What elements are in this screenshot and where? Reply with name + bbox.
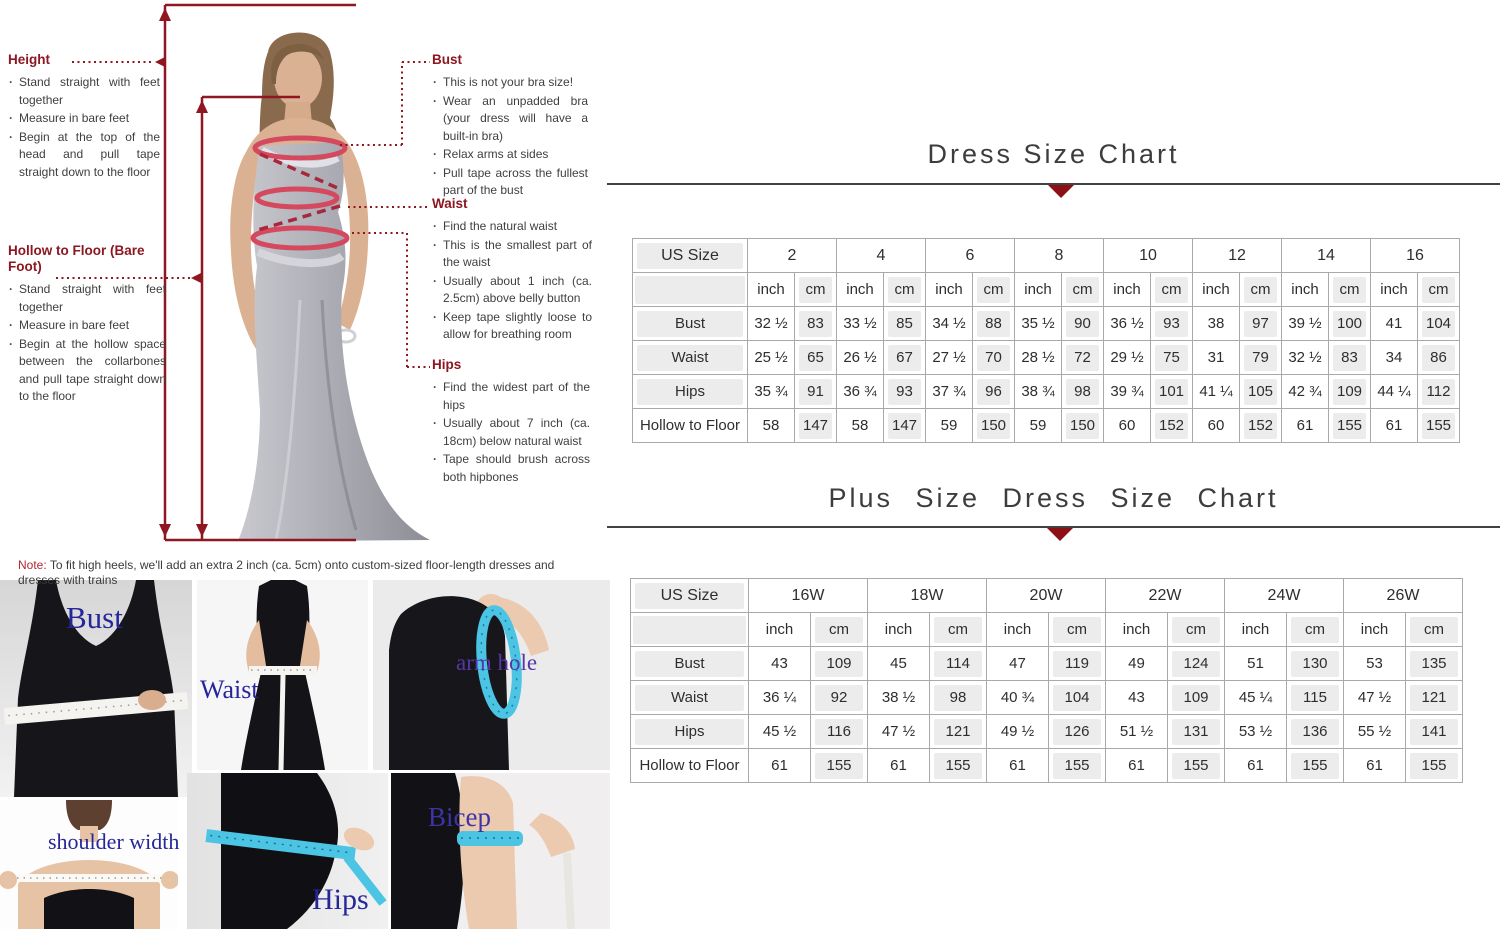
model-figure	[230, 32, 430, 541]
value-cm-cell: 85	[884, 307, 926, 341]
value-cm-cell: 109	[1168, 681, 1225, 715]
unit-inch-cell: inch	[1193, 273, 1240, 307]
instruction-item: · Measure in bare feet	[8, 110, 160, 128]
value-inch-cell: 60	[1193, 409, 1240, 443]
unit-cm-cell: cm	[973, 273, 1015, 307]
size-header-cell: 16W	[749, 579, 868, 613]
unit-cm-cell: cm	[1168, 613, 1225, 647]
value-cm-cell: 91	[795, 375, 837, 409]
value-inch-cell: 51 ½	[1106, 715, 1168, 749]
value-inch-cell: 26 ½	[837, 341, 884, 375]
height-instructions	[8, 52, 160, 182]
value-cm-cell: 97	[1240, 307, 1282, 341]
size-header-cell: 10	[1104, 239, 1193, 273]
value-inch-cell: 41	[1371, 307, 1418, 341]
value-cm-cell: 152	[1151, 409, 1193, 443]
value-inch-cell: 38 ¾	[1015, 375, 1062, 409]
value-inch-cell: 61	[1344, 749, 1406, 783]
value-cm-cell: 121	[1406, 681, 1463, 715]
value-inch-cell: 25 ½	[748, 341, 795, 375]
instruction-item: · Stand straight with feet together	[8, 281, 166, 316]
value-inch-cell: 29 ½	[1104, 341, 1151, 375]
value-cm-cell: 126	[1049, 715, 1106, 749]
hips-bullet-list	[432, 379, 590, 486]
bust-photo-label: Bust	[66, 600, 123, 635]
title-divider	[607, 183, 1500, 185]
size-header-cell: 8	[1015, 239, 1104, 273]
corner-cell: US Size	[631, 579, 749, 613]
value-inch-cell: 47	[987, 647, 1049, 681]
value-cm-cell: 112	[1418, 375, 1460, 409]
value-cm-cell: 98	[930, 681, 987, 715]
value-cm-cell: 152	[1240, 409, 1282, 443]
value-inch-cell: 34	[1371, 341, 1418, 375]
value-cm-cell: 147	[795, 409, 837, 443]
bust-leader	[340, 62, 430, 145]
section-title-hollow: Hollow to Floor (Bare Foot)	[8, 243, 145, 274]
instruction-item: · Begin at the top of the head and pull tape straight down to the floor	[8, 129, 160, 182]
bust-instructions	[432, 52, 588, 201]
plus-size-table	[630, 578, 1463, 783]
value-inch-cell: 58	[748, 409, 795, 443]
value-inch-cell: 55 ½	[1344, 715, 1406, 749]
value-inch-cell: 49	[1106, 647, 1168, 681]
value-inch-cell: 41 ¼	[1193, 375, 1240, 409]
unit-cm-cell: cm	[1287, 613, 1344, 647]
title-divider-plus	[607, 526, 1500, 528]
unit-header-row	[633, 273, 1460, 307]
unit-inch-cell: inch	[1344, 613, 1406, 647]
plus-size-chart-title: Plus Size Dress Size Chart	[828, 483, 1279, 513]
size-chart-title: Dress Size Chart	[927, 139, 1180, 169]
photo-shoulder-width-measure	[0, 800, 178, 929]
value-cm-cell: 104	[1049, 681, 1106, 715]
value-inch-cell: 32 ½	[748, 307, 795, 341]
instruction-item: · Find the widest part of the hips	[432, 379, 590, 414]
value-cm-cell: 155	[1049, 749, 1106, 783]
bust-bullet-list	[432, 74, 588, 200]
unit-cm-cell: cm	[930, 613, 987, 647]
value-inch-cell: 43	[749, 647, 811, 681]
value-cm-cell: 147	[884, 409, 926, 443]
value-inch-cell: 39 ¾	[1104, 375, 1151, 409]
unit-inch-cell: inch	[1104, 273, 1151, 307]
value-inch-cell: 28 ½	[1015, 341, 1062, 375]
triangle-pointer-icon	[1048, 185, 1074, 198]
value-inch-cell: 60	[1104, 409, 1151, 443]
value-cm-cell: 155	[1418, 409, 1460, 443]
unit-inch-cell: inch	[837, 273, 884, 307]
value-inch-cell: 53	[1344, 647, 1406, 681]
value-cm-cell: 124	[1168, 647, 1225, 681]
value-inch-cell: 32 ½	[1282, 341, 1329, 375]
value-cm-cell: 155	[1287, 749, 1344, 783]
value-cm-cell: 86	[1418, 341, 1460, 375]
value-cm-cell: 155	[1168, 749, 1225, 783]
unit-inch-cell: inch	[1282, 273, 1329, 307]
unit-inch-cell: inch	[1015, 273, 1062, 307]
unit-inch-cell: inch	[926, 273, 973, 307]
measurement-row	[631, 647, 1463, 681]
high-heels-note	[18, 558, 590, 588]
value-cm-cell: 131	[1168, 715, 1225, 749]
unit-cm-cell: cm	[1049, 613, 1106, 647]
measurement-row	[631, 715, 1463, 749]
bicep-photo-illustration	[391, 773, 610, 929]
size-table-grid	[630, 578, 1463, 783]
instruction-item: · Pull tape across the fullest part of the bust	[432, 165, 588, 200]
value-inch-cell: 44 ¼	[1371, 375, 1418, 409]
hips-photo-label: Hips	[312, 883, 369, 916]
measurement-row	[631, 681, 1463, 715]
value-cm-cell: 119	[1049, 647, 1106, 681]
unit-inch-cell: inch	[1371, 273, 1418, 307]
size-header-cell: 16	[1371, 239, 1460, 273]
measurement-row	[631, 749, 1463, 783]
corner-cell: US Size	[633, 239, 748, 273]
size-table-grid	[632, 238, 1460, 443]
size-header-cell: 22W	[1106, 579, 1225, 613]
size-header-cell: 24W	[1225, 579, 1344, 613]
size-header-cell: 2	[748, 239, 837, 273]
value-cm-cell: 141	[1406, 715, 1463, 749]
measurement-row	[633, 341, 1460, 375]
value-inch-cell: 42 ¾	[1282, 375, 1329, 409]
dress-size-table	[632, 238, 1460, 443]
shoulder-photo-illustration	[0, 800, 178, 929]
size-header-row	[631, 579, 1463, 613]
instruction-item: · Usually about 1 inch (ca. 2.5cm) above belly button	[432, 273, 592, 308]
value-inch-cell: 49 ½	[987, 715, 1049, 749]
size-header-cell: 12	[1193, 239, 1282, 273]
value-cm-cell: 67	[884, 341, 926, 375]
value-cm-cell: 88	[973, 307, 1015, 341]
instruction-item: · Relax arms at sides	[432, 146, 588, 164]
row-label-cell: Hips	[631, 715, 749, 749]
value-inch-cell: 61	[1282, 409, 1329, 443]
value-inch-cell: 37 ¾	[926, 375, 973, 409]
unit-inch-cell: inch	[987, 613, 1049, 647]
instruction-item: · This is the smallest part of the waist	[432, 237, 592, 272]
value-cm-cell: 155	[1406, 749, 1463, 783]
value-cm-cell: 75	[1151, 341, 1193, 375]
value-cm-cell: 136	[1287, 715, 1344, 749]
value-inch-cell: 51	[1225, 647, 1287, 681]
value-inch-cell: 45 ½	[749, 715, 811, 749]
hips-instructions	[432, 357, 590, 487]
value-cm-cell: 109	[811, 647, 868, 681]
value-cm-cell: 114	[930, 647, 987, 681]
value-inch-cell: 33 ½	[837, 307, 884, 341]
row-label-cell: Hollow to Floor	[631, 749, 749, 783]
measurement-row	[633, 409, 1460, 443]
row-label-cell: Hollow to Floor	[633, 409, 748, 443]
instruction-item: · Keep tape slightly loose to allow for breathing room	[432, 309, 592, 344]
row-label-cell: Waist	[631, 681, 749, 715]
value-cm-cell: 79	[1240, 341, 1282, 375]
unit-header-row	[631, 613, 1463, 647]
value-cm-cell: 121	[930, 715, 987, 749]
value-cm-cell: 105	[1240, 375, 1282, 409]
shoulder-width-photo-label: shoulder width	[48, 829, 180, 854]
row-label-cell: Hips	[633, 375, 748, 409]
value-cm-cell: 93	[1151, 307, 1193, 341]
value-inch-cell: 45	[868, 647, 930, 681]
value-inch-cell: 39 ½	[1282, 307, 1329, 341]
hollow-bullet-list	[8, 281, 166, 406]
size-header-row	[633, 239, 1460, 273]
value-inch-cell: 38 ½	[868, 681, 930, 715]
waist-instructions	[432, 196, 592, 345]
value-cm-cell: 101	[1151, 375, 1193, 409]
value-cm-cell: 155	[930, 749, 987, 783]
value-cm-cell: 72	[1062, 341, 1104, 375]
unit-cm-cell: cm	[1062, 273, 1104, 307]
row-label-cell: Bust	[631, 647, 749, 681]
instruction-item: · Find the natural waist	[432, 218, 592, 236]
value-inch-cell: 38	[1193, 307, 1240, 341]
unit-inch-cell: inch	[868, 613, 930, 647]
value-cm-cell: 90	[1062, 307, 1104, 341]
bicep-photo-label: Bicep	[428, 802, 491, 832]
value-cm-cell: 150	[1062, 409, 1104, 443]
value-cm-cell: 115	[1287, 681, 1344, 715]
value-cm-cell: 70	[973, 341, 1015, 375]
note-label: Note:	[18, 558, 47, 572]
size-header-cell: 14	[1282, 239, 1371, 273]
measurement-row	[633, 375, 1460, 409]
unit-inch-cell: inch	[748, 273, 795, 307]
value-cm-cell: 98	[1062, 375, 1104, 409]
value-cm-cell: 65	[795, 341, 837, 375]
value-cm-cell: 130	[1287, 647, 1344, 681]
value-inch-cell: 36 ¾	[837, 375, 884, 409]
value-inch-cell: 58	[837, 409, 884, 443]
value-inch-cell: 27 ½	[926, 341, 973, 375]
waist-photo-label: Waist	[200, 675, 259, 704]
instruction-item: · Begin at the hollow space between the collarbones and pull tape straight down to the floor	[8, 336, 166, 406]
empty-cell	[631, 613, 749, 647]
unit-cm-cell: cm	[1240, 273, 1282, 307]
instruction-item: · Measure in bare feet	[8, 317, 166, 335]
section-title-waist: Waist	[432, 196, 468, 211]
instruction-item: · Usually about 7 inch (ca. 18cm) below natural waist	[432, 415, 590, 450]
waist-bullet-list	[432, 218, 592, 344]
value-inch-cell: 61	[868, 749, 930, 783]
size-header-cell: 20W	[987, 579, 1106, 613]
section-title-hips: Hips	[432, 357, 462, 372]
value-inch-cell: 43	[1106, 681, 1168, 715]
size-header-cell: 18W	[868, 579, 987, 613]
instruction-item: · Tape should brush across both hipbones	[432, 451, 590, 486]
unit-cm-cell: cm	[1418, 273, 1460, 307]
value-inch-cell: 59	[926, 409, 973, 443]
instruction-item: · Wear an unpadded bra (your dress will have a built-in bra)	[432, 93, 588, 146]
value-cm-cell: 104	[1418, 307, 1460, 341]
unit-cm-cell: cm	[1406, 613, 1463, 647]
empty-cell	[633, 273, 748, 307]
value-inch-cell: 61	[1106, 749, 1168, 783]
instruction-item: · This is not your bra size!	[432, 74, 588, 92]
unit-inch-cell: inch	[1106, 613, 1168, 647]
value-inch-cell: 34 ½	[926, 307, 973, 341]
hollow-to-floor-instructions	[8, 243, 166, 407]
instruction-item: · Stand straight with feet together	[8, 74, 160, 109]
value-inch-cell: 61	[1225, 749, 1287, 783]
value-inch-cell: 45 ¼	[1225, 681, 1287, 715]
unit-cm-cell: cm	[1151, 273, 1193, 307]
row-label-cell: Waist	[633, 341, 748, 375]
value-cm-cell: 135	[1406, 647, 1463, 681]
size-header-cell: 4	[837, 239, 926, 273]
photo-bicep-measure	[391, 773, 610, 929]
value-cm-cell: 83	[795, 307, 837, 341]
armhole-photo-label: arm hole	[456, 650, 538, 675]
value-inch-cell: 61	[987, 749, 1049, 783]
note-text: To fit high heels, we'll add an extra 2 inch (ca. 5cm) onto custom-sized floor-length dresses and dresses with trains	[18, 558, 555, 587]
value-inch-cell: 53 ½	[1225, 715, 1287, 749]
section-title-height: Height	[8, 52, 50, 67]
value-cm-cell: 155	[811, 749, 868, 783]
value-cm-cell: 96	[973, 375, 1015, 409]
value-inch-cell: 59	[1015, 409, 1062, 443]
unit-cm-cell: cm	[884, 273, 926, 307]
value-cm-cell: 83	[1329, 341, 1371, 375]
value-inch-cell: 47 ½	[1344, 681, 1406, 715]
triangle-pointer-icon	[1047, 528, 1073, 541]
value-inch-cell: 61	[1371, 409, 1418, 443]
value-inch-cell: 31	[1193, 341, 1240, 375]
value-inch-cell: 36 ¼	[749, 681, 811, 715]
value-cm-cell: 150	[973, 409, 1015, 443]
size-header-cell: 26W	[1344, 579, 1463, 613]
value-inch-cell: 35 ½	[1015, 307, 1062, 341]
height-bullet-list	[8, 74, 160, 181]
value-inch-cell: 35 ¾	[748, 375, 795, 409]
unit-inch-cell: inch	[1225, 613, 1287, 647]
section-title-bust: Bust	[432, 52, 462, 67]
value-cm-cell: 100	[1329, 307, 1371, 341]
unit-cm-cell: cm	[1329, 273, 1371, 307]
value-cm-cell: 109	[1329, 375, 1371, 409]
measurement-row	[633, 307, 1460, 341]
size-header-cell: 6	[926, 239, 1015, 273]
value-inch-cell: 61	[749, 749, 811, 783]
unit-cm-cell: cm	[811, 613, 868, 647]
value-cm-cell: 155	[1329, 409, 1371, 443]
row-label-cell: Bust	[633, 307, 748, 341]
value-inch-cell: 40 ¾	[987, 681, 1049, 715]
value-inch-cell: 36 ½	[1104, 307, 1151, 341]
value-cm-cell: 92	[811, 681, 868, 715]
unit-inch-cell: inch	[749, 613, 811, 647]
unit-cm-cell: cm	[795, 273, 837, 307]
value-cm-cell: 116	[811, 715, 868, 749]
value-cm-cell: 93	[884, 375, 926, 409]
value-inch-cell: 47 ½	[868, 715, 930, 749]
